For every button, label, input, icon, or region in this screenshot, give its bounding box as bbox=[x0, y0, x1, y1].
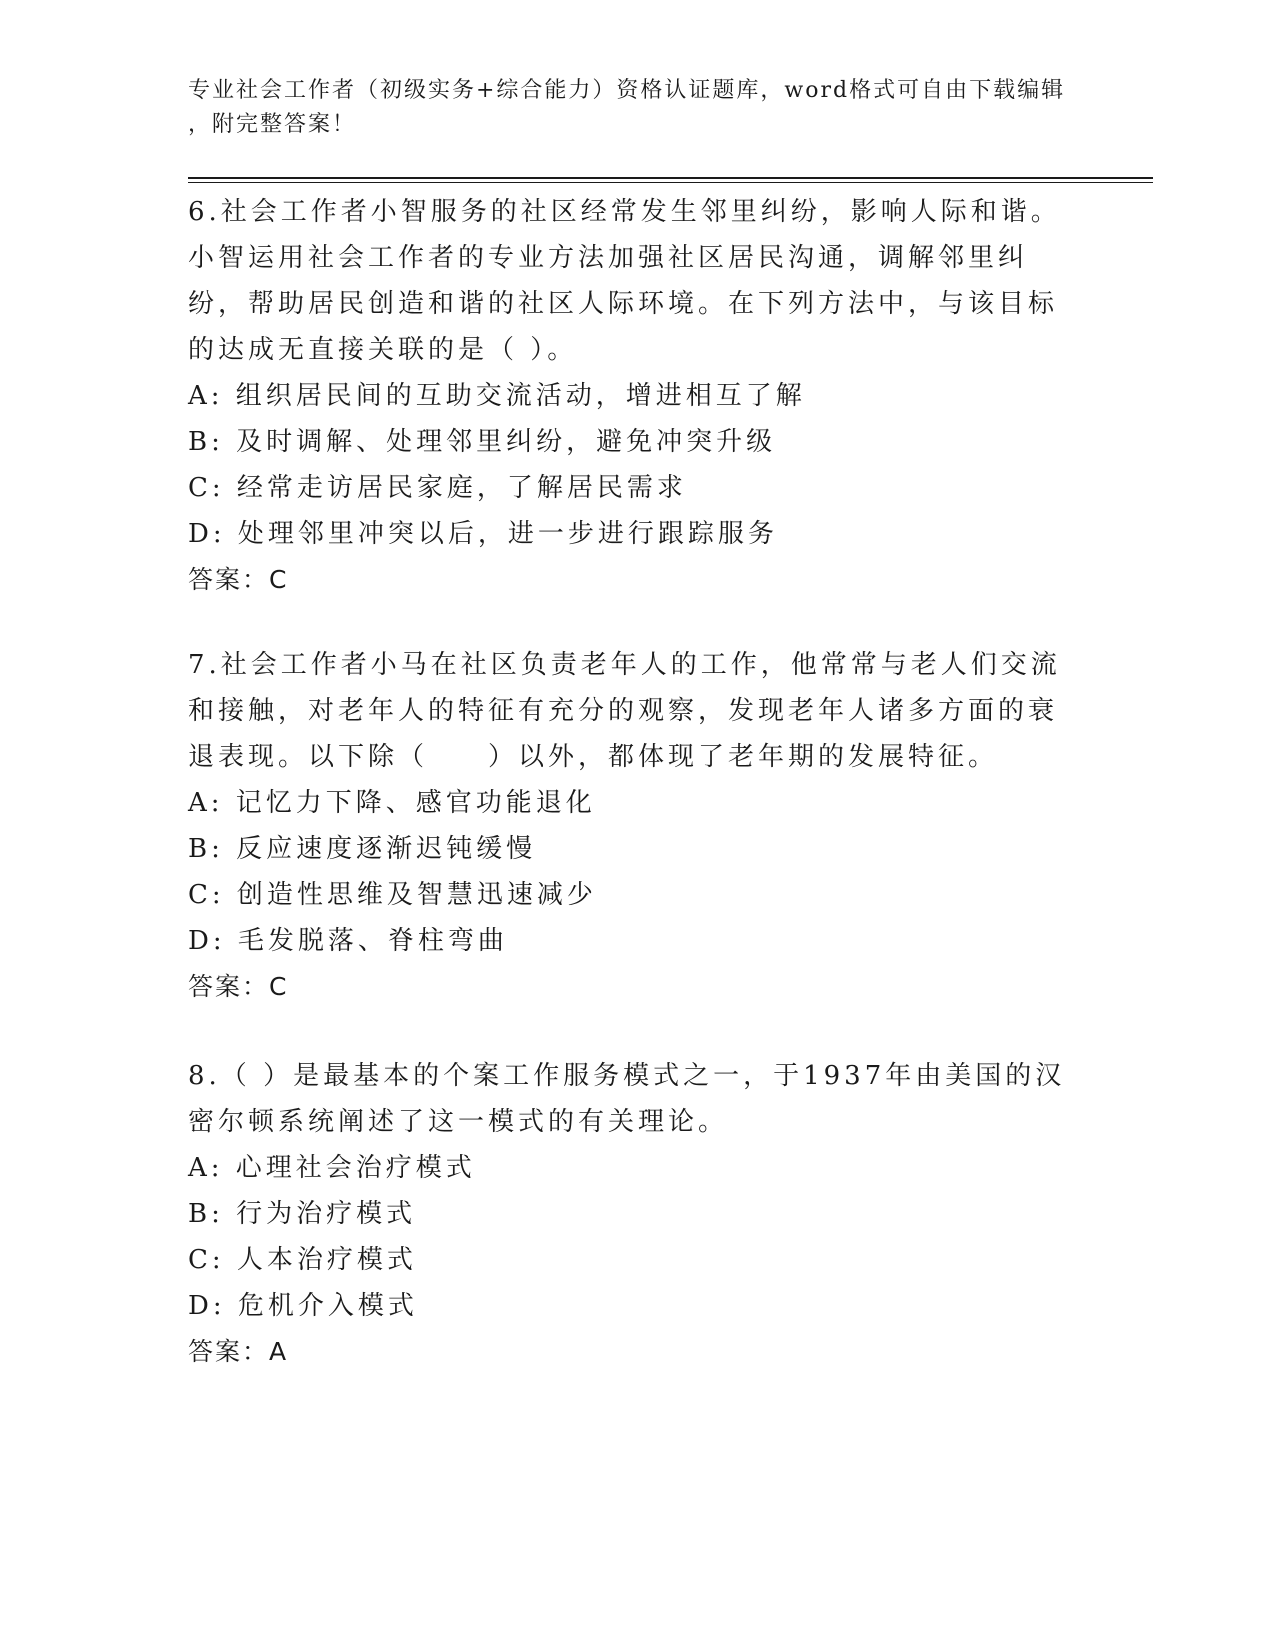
header-divider-thick bbox=[188, 177, 1153, 179]
option-b: B: 行为治疗模式 bbox=[188, 1199, 417, 1229]
question-8 bbox=[188, 1053, 1068, 1375]
option-d: D: 危机介入模式 bbox=[188, 1291, 418, 1321]
header-divider-thin bbox=[188, 182, 1153, 183]
option-b: B: 及时调解、处理邻里纠纷，避免冲突升级 bbox=[188, 427, 777, 457]
question-6 bbox=[188, 189, 1068, 603]
answer-line: 答案：C bbox=[188, 972, 289, 1001]
question-stem: 6.社会工作者小智服务的社区经常发生邻里纠纷，影响人际和谐。小智运用社会工作者的专业方法加强社区居民沟通，调解邻里纠纷，帮助居民创造和谐的社区人际环境。在下列方法中，与该目标的达成无直接关联的是（ ）。 bbox=[188, 197, 1061, 365]
answer-line: 答案：C bbox=[188, 565, 289, 594]
answer-line: 答案：A bbox=[188, 1337, 289, 1366]
question-stem: 7.社会工作者小马在社区负责老年人的工作，他常常与老人们交流和接触，对老年人的特征有充分的观察，发现老年人诸多方面的衰退表现。以下除（ ）以外，都体现了老年期的发展特征。 bbox=[188, 650, 1061, 772]
option-c: C: 创造性思维及智慧迅速减少 bbox=[188, 880, 597, 910]
question-7 bbox=[188, 642, 1068, 1010]
option-a: A: 心理社会治疗模式 bbox=[188, 1153, 476, 1183]
option-c: C: 人本治疗模式 bbox=[188, 1245, 417, 1275]
document-header bbox=[188, 74, 1088, 142]
option-b: B: 反应速度逐渐迟钝缓慢 bbox=[188, 834, 537, 864]
option-d: D: 毛发脱落、脊柱弯曲 bbox=[188, 926, 508, 956]
option-d: D: 处理邻里冲突以后，进一步进行跟踪服务 bbox=[188, 519, 778, 549]
header-line-2: ，附完整答案！ bbox=[188, 112, 357, 137]
option-a: A: 记忆力下降、感官功能退化 bbox=[188, 788, 596, 818]
question-stem: 8.（ ）是最基本的个案工作服务模式之一，于1937年由美国的汉密尔顿系统阐述了这一模式的有关理论。 bbox=[188, 1061, 1066, 1137]
header-line-1: 专业社会工作者（初级实务+综合能力）资格认证题库，word格式可自由下载编辑 bbox=[188, 78, 1066, 103]
option-c: C: 经常走访居民家庭，了解居民需求 bbox=[188, 473, 687, 503]
option-a: A: 组织居民间的互助交流活动，增进相互了解 bbox=[188, 381, 806, 411]
